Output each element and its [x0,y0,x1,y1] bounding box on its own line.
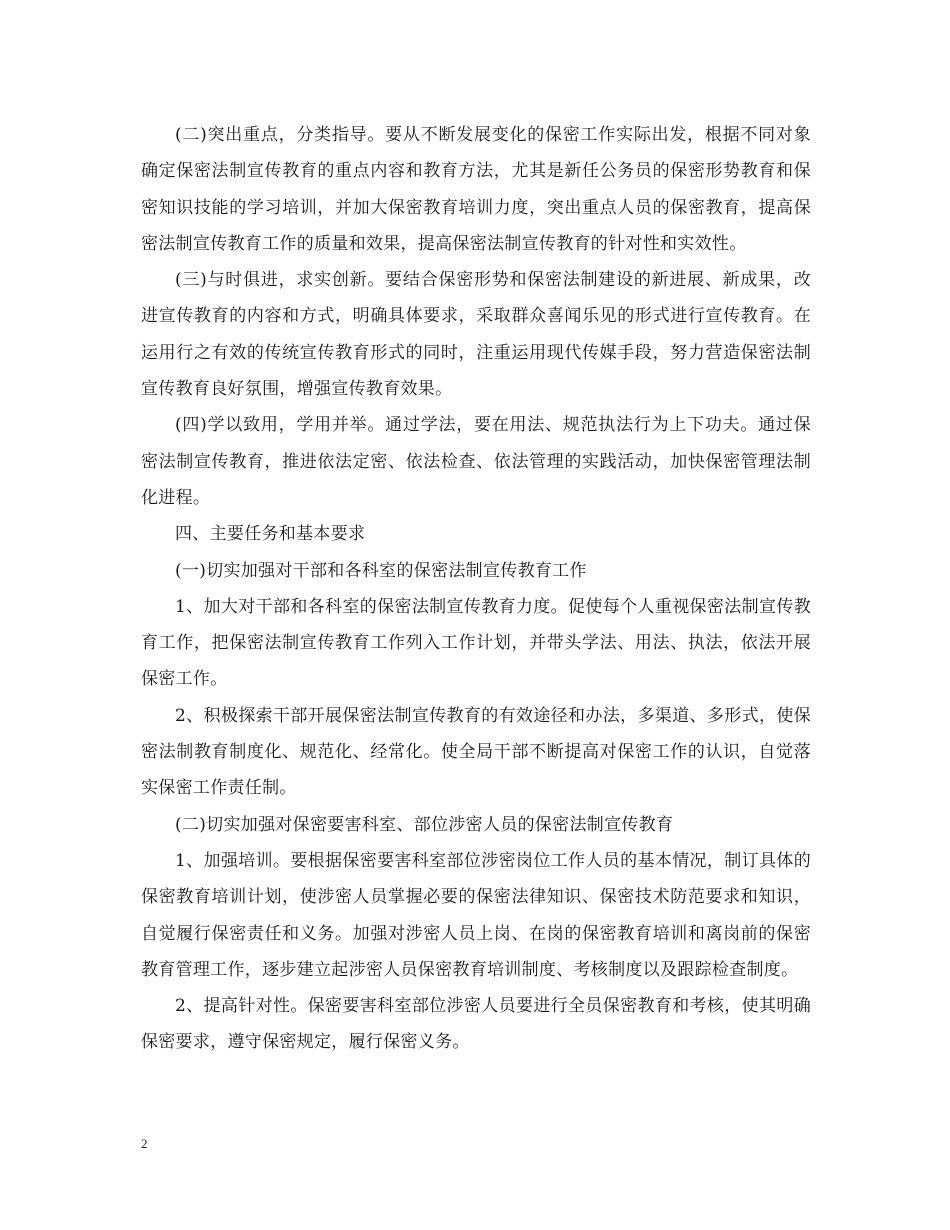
subsection-heading-cadres: (一)切实加强对干部和各科室的保密法制宣传教育工作 [175,560,587,581]
paragraph-emphasis-guidance: (二)突出重点，分类指导。要从不断发展变化的保密工作实际出发，根据不同对象确定保密法制宣传教育的重点内容和教育方法，尤其是新任公务员的保密形势教育和保密知识技能的学习培训，并加大保密教育培训力度，突出重点人员的保密教育，提高保密法制宣传教育工作的质量和效果，提高保密法制宣传教育的针对性和实效性。 [141,125,811,254]
paragraph-innovation: (三)与时俱进，求实创新。要结合保密形势和保密法制建设的新进展、新成果，改进宣传教育的内容和方式，明确具体要求，采取群众喜闻乐见的形式进行宣传教育。在运用行之有效的传统宣传教育形式的同时，注重运用现代传媒手段，努力营造保密法制宣传教育良好氛围，增强宣传教育效果。 [141,270,811,400]
document-page [141,117,811,1061]
page-number: 2 [141,1136,148,1151]
paragraph-cadres-item-2: 2、积极探索干部开展保密法制宣传教育的有效途径和办法，多渠道、多形式，使保密法制教育制度化、规范化、经常化。使全局干部不断提高对保密工作的认识，自觉落实保密工作责任制。 [141,705,811,799]
paragraph-cadres-item-1: 1、加大对干部和各科室的保密法制宣传教育力度。促使每个人重视保密法制宣传教育工作，把保密法制宣传教育工作列入工作计划，并带头学法、用法、执法，依法开展保密工作。 [141,596,811,690]
paragraph-training: 1、加强培训。要根据保密要害科室部位涉密岗位工作人员的基本情况，制订具体的保密教育培训计划，使涉密人员掌握必要的保密法律知识、保密技术防范要求和知识，自觉履行保密责任和义务。加强对涉密人员上岗、在岗的保密教育培训和离岗前的保密教育管理工作，逐步建立起涉密人员保密教育培训制度、考核制度以及跟踪检查制度。 [141,850,811,980]
paragraph-learn-and-apply: (四)学以致用，学用并举。通过学法，要在用法、规范执法行为上下功夫。通过保密法制宣传教育，推进依法定密、依法检查、依法管理的实践活动，加快保密管理法制化进程。 [141,415,811,508]
paragraph-targeting: 2、提高针对性。保密要害科室部位涉密人员要进行全员保密教育和考核，使其明确保密要求，遵守保密规定，履行保密义务。 [141,996,811,1053]
section-heading-main-tasks: 四、主要任务和基本要求 [175,524,366,545]
subsection-heading-key-personnel: (二)切实加强对保密要害科室、部位涉密人员的保密法制宣传教育 [175,814,674,835]
